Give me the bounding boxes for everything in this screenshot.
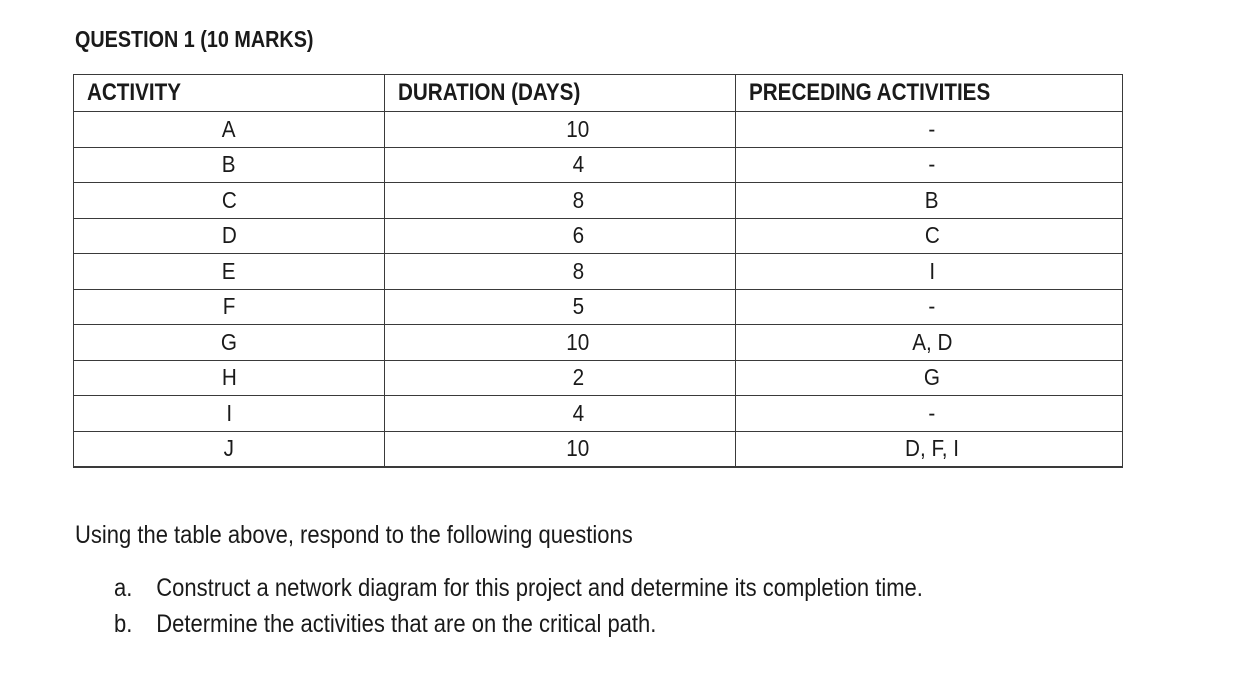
table-row bbox=[74, 183, 1123, 219]
cell-preceding: - bbox=[736, 112, 1123, 148]
cell-preceding: I bbox=[736, 254, 1123, 290]
cell-preceding: - bbox=[736, 147, 1123, 183]
table-row bbox=[74, 112, 1123, 148]
cell-duration: 4 bbox=[385, 147, 736, 183]
cell-activity: C bbox=[74, 183, 385, 219]
cell-activity: J bbox=[74, 431, 385, 467]
cell-duration: 10 bbox=[385, 431, 736, 467]
cell-preceding: - bbox=[736, 289, 1123, 325]
cell-duration: 10 bbox=[385, 325, 736, 361]
list-marker: b. bbox=[114, 610, 133, 638]
table-row bbox=[74, 431, 1123, 467]
cell-duration: 4 bbox=[385, 396, 736, 432]
cell-activity: F bbox=[74, 289, 385, 325]
cell-preceding: C bbox=[736, 218, 1123, 254]
activity-table bbox=[73, 74, 1123, 468]
table-row bbox=[74, 289, 1123, 325]
cell-preceding: - bbox=[736, 396, 1123, 432]
header-duration: DURATION (DAYS) bbox=[385, 75, 736, 112]
question-item-a bbox=[114, 574, 923, 603]
cell-activity: A bbox=[74, 112, 385, 148]
cell-duration: 6 bbox=[385, 218, 736, 254]
cell-duration: 10 bbox=[385, 112, 736, 148]
table-row bbox=[74, 147, 1123, 183]
header-activity: ACTIVITY bbox=[74, 75, 385, 112]
cell-activity: I bbox=[74, 396, 385, 432]
cell-duration: 2 bbox=[385, 360, 736, 396]
cell-preceding: D, F, I bbox=[736, 431, 1123, 467]
table-row bbox=[74, 218, 1123, 254]
cell-duration: 8 bbox=[385, 183, 736, 219]
cell-activity: G bbox=[74, 325, 385, 361]
cell-preceding: B bbox=[736, 183, 1123, 219]
cell-activity: H bbox=[74, 360, 385, 396]
table-header-row bbox=[74, 75, 1123, 112]
cell-activity: B bbox=[74, 147, 385, 183]
question-text: Determine the activities that are on the critical path. bbox=[156, 610, 657, 638]
question-item-b bbox=[114, 610, 656, 639]
cell-preceding: A, D bbox=[736, 325, 1123, 361]
table-row bbox=[74, 396, 1123, 432]
header-preceding: PRECEDING ACTIVITIES bbox=[736, 75, 1123, 112]
table-row bbox=[74, 360, 1123, 396]
cell-preceding: G bbox=[736, 360, 1123, 396]
table-row bbox=[74, 325, 1123, 361]
question-heading: QUESTION 1 (10 MARKS) bbox=[75, 26, 314, 52]
instructions-text: Using the table above, respond to the following questions bbox=[75, 521, 633, 549]
cell-activity: D bbox=[74, 218, 385, 254]
cell-duration: 5 bbox=[385, 289, 736, 325]
list-marker: a. bbox=[114, 574, 133, 602]
table-row bbox=[74, 254, 1123, 290]
cell-duration: 8 bbox=[385, 254, 736, 290]
cell-activity: E bbox=[74, 254, 385, 290]
question-text: Construct a network diagram for this project and determine its completion time. bbox=[156, 574, 923, 602]
